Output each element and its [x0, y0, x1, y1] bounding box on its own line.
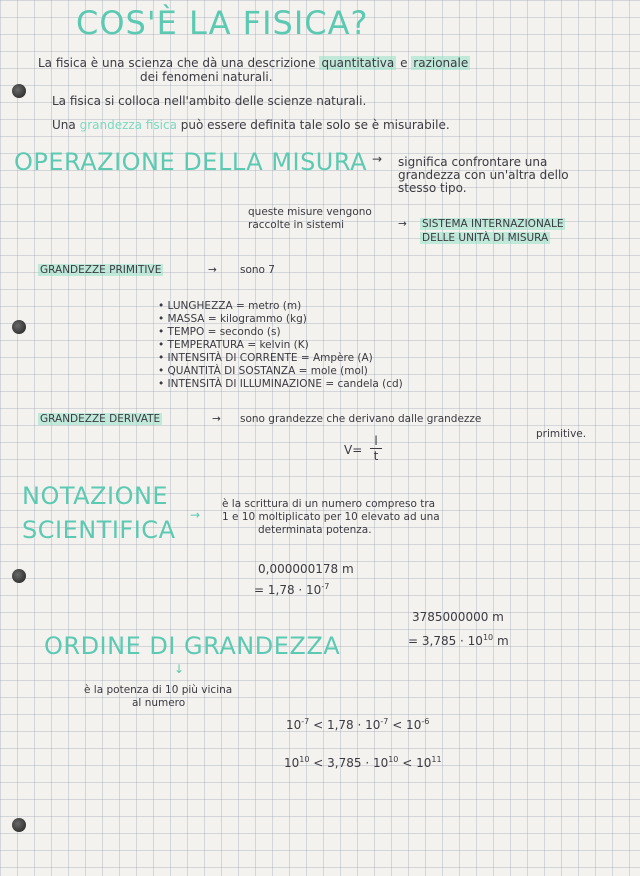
si-line-2: DELLE UNITÀ DI MISURA — [422, 232, 549, 244]
example-2-scientific: = $3,785 \cdot 10^{10}$ m — [408, 633, 509, 648]
ordine-heading: ORDINE DI GRANDEZZA — [44, 632, 341, 660]
notazione-heading-1: NOTAZIONE — [22, 482, 169, 510]
ordine-inequality-2: $10^{10} < 3,785 \cdot 10^{10} < 10^{11}$ — [284, 755, 442, 770]
primitive-item: • TEMPO = secondo (s) — [158, 326, 281, 338]
misura-def-1: significa confrontare una — [398, 155, 548, 169]
binder-hole — [12, 84, 26, 98]
primitive-item: • MASSA = kilogrammo (kg) — [158, 313, 307, 325]
primitive-item: • LUNGHEZZA = metro (m) — [158, 300, 302, 312]
binder-hole — [12, 320, 26, 334]
primitive-count: sono 7 — [240, 264, 275, 276]
notazione-def-2: 1 e 10 moltiplicato per 10 elevato ad una — [222, 511, 440, 523]
misura-def-3: stesso tipo. — [398, 181, 467, 195]
ordine-inequality-1: $10^{-7} < 1,78 \cdot 10^{-7} < 10^{-6}$ — [286, 717, 430, 732]
misura-arrow: → — [372, 152, 383, 166]
primitive-item: • TEMPERATURA = kelvin (K) — [158, 339, 309, 351]
ordine-arrow: ↓ — [174, 662, 185, 676]
notazione-arrow: → — [190, 508, 201, 522]
intro-line-3: La fisica si colloca nell'ambito delle scienze naturali. — [52, 94, 367, 108]
primitive-label: GRANDEZZE PRIMITIVE — [40, 264, 162, 276]
notazione-heading-2: SCIENTIFICA — [22, 516, 176, 544]
primitive-item: • INTENSITÀ DI ILLUMINAZIONE = candela (cd) — [158, 378, 403, 390]
primitive-item: • INTENSITÀ DI CORRENTE = Ampère (A) — [158, 352, 373, 364]
example-1-scientific: = $1,78 \cdot 10^{-7}$ — [254, 582, 330, 597]
intro-line-4: Una grandezza fisica può essere definita tale solo se è misurabile. — [52, 118, 450, 132]
derivate-text-2: primitive. — [536, 428, 587, 440]
misura-note-1: queste misure vengono — [248, 206, 372, 218]
misura-heading: OPERAZIONE DELLA MISURA — [14, 148, 367, 176]
intro-line-2: dei fenomeni naturali. — [140, 70, 273, 84]
derivate-label: GRANDEZZE DERIVATE — [40, 413, 161, 425]
misura-note-arrow: → — [398, 218, 407, 230]
notazione-def-3: determinata potenza. — [258, 524, 372, 536]
notazione-def-1: è la scrittura di un numero compreso tra — [222, 498, 436, 510]
ordine-def-2: al numero — [132, 697, 186, 709]
si-line-1: SISTEMA INTERNAZIONALE — [422, 218, 564, 230]
binder-hole — [12, 569, 26, 583]
ordine-def-1: è la potenza di 10 più vicina — [84, 684, 233, 696]
derivate-text-1: sono grandezze che derivano dalle grandezze — [240, 413, 482, 425]
example-1-number: 0,000000178 m — [258, 562, 354, 576]
example-2-number: 3785000000 m — [412, 610, 504, 624]
misura-def-2: grandezza con un'altra dello — [398, 168, 569, 182]
intro-line-1: La fisica è una scienza che dà una descrizione quantitativa e razionale — [38, 56, 469, 70]
velocity-formula-lhs: V= — [344, 443, 363, 457]
page-title: COS'È LA FISICA? — [76, 4, 369, 42]
derivate-arrow: → — [212, 413, 221, 425]
velocity-formula-fraction: l t — [370, 434, 382, 463]
misura-note-2: raccolte in sistemi — [248, 219, 345, 231]
primitive-item: • QUANTITÀ DI SOSTANZA = mole (mol) — [158, 365, 368, 377]
binder-hole — [12, 818, 26, 832]
primitive-arrow: → — [208, 264, 217, 276]
